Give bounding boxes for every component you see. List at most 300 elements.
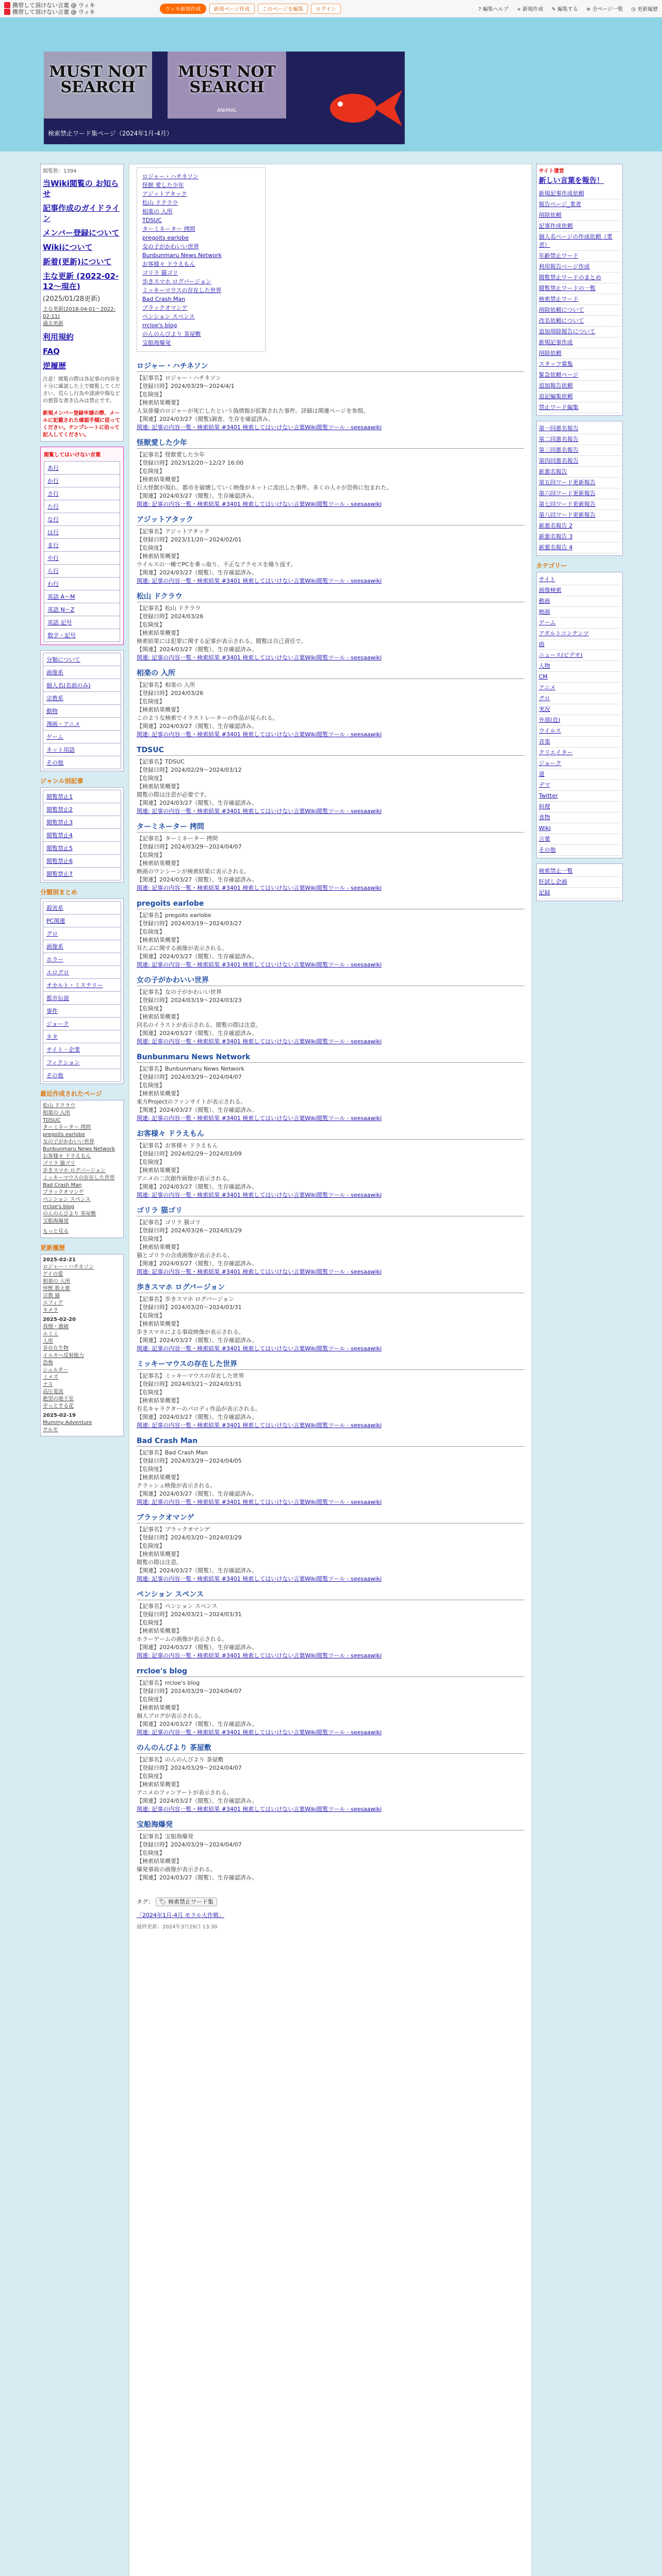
- history-item[interactable]: ナス: [43, 1382, 53, 1387]
- genre2-9[interactable]: ジョーク: [43, 1017, 121, 1030]
- toc-item[interactable]: TDSUC: [142, 217, 162, 224]
- right-category-item[interactable]: アダルトコンテンツ: [539, 629, 620, 639]
- entry-title[interactable]: ターミネーター 拷問: [137, 823, 524, 833]
- genre-4[interactable]: 閲覧禁止5: [43, 841, 121, 855]
- right-category-item[interactable]: 画像検索: [539, 585, 620, 596]
- entry-line: 【関連】2024/03/27（閲覧）、生存確認済み。: [137, 953, 258, 960]
- entry-line: 【記事名】怪獣愛した少年: [137, 451, 205, 458]
- entry-title[interactable]: ペンション スペンス: [137, 1590, 524, 1600]
- right-category-item[interactable]: アニメ: [539, 683, 620, 693]
- genre2-13[interactable]: その他: [43, 1069, 121, 1082]
- entry-line: 【検索結果概要】: [137, 1858, 182, 1865]
- toc-item[interactable]: rrcloe's blog: [142, 322, 177, 329]
- entry-reference-link[interactable]: 関連: 記事の内容一覧・検索結果 #3401 検索してはいけない言葉Wiki閲覧ツール - seesaawiki: [137, 1806, 382, 1812]
- right-category-item[interactable]: Twitter: [539, 791, 620, 802]
- entry-reference-link[interactable]: 関連: 記事の内容一覧・検索結果 #3401 検索してはいけない言葉Wiki閲覧ツール - seesaawiki: [137, 808, 382, 815]
- right-recent-item[interactable]: 第七回ワード更新報告: [539, 499, 620, 510]
- syllable-ta[interactable]: た行: [44, 500, 120, 513]
- right-category-item[interactable]: ジョーク: [539, 758, 620, 769]
- right-category-item[interactable]: 道: [539, 769, 620, 780]
- login-button[interactable]: ログイン: [311, 4, 341, 14]
- entry-line: 耳たぶに関する画像が表示される。: [137, 945, 227, 952]
- genre2-11[interactable]: サイト・企業: [43, 1043, 121, 1056]
- entry-line: 【登録日時】2024/03/20〜2024/03/29: [137, 1534, 242, 1541]
- right-category-item[interactable]: グロ: [539, 693, 620, 704]
- entry-line: 【記事名】歩きスマホ ログバージョン: [137, 1296, 235, 1302]
- recent-13[interactable]: ペンション スペンス: [43, 1197, 91, 1202]
- recent-11[interactable]: Bad Crash Man: [43, 1182, 82, 1188]
- entry-line: 【記事名】rrcloe's blog: [137, 1680, 200, 1686]
- recent-2[interactable]: TDSUC: [43, 1117, 61, 1123]
- series-link[interactable]: 「2024年1月-4月 モラル大作戦」: [137, 1912, 225, 1919]
- entry-reference-link[interactable]: 関連: 記事の内容一覧・検索結果 #3401 検索してはいけない言葉Wiki閲覧ツール - seesaawiki: [137, 1422, 382, 1429]
- right-link-item[interactable]: 年齢禁止ワード: [539, 251, 620, 262]
- left-menu-box: [40, 164, 124, 442]
- recent-1[interactable]: 相楽の 入所: [43, 1110, 71, 1116]
- genre-2[interactable]: 閲覧禁止3: [43, 816, 121, 829]
- link-about-wiki[interactable]: Wikiについて: [43, 243, 93, 252]
- history-item[interactable]: キメラ: [43, 1308, 58, 1313]
- toc-item[interactable]: お客様々 ドラえもん: [142, 261, 195, 267]
- entry-line: 【登録日時】2024/03/19〜2024/03/23: [137, 997, 242, 1004]
- history-item[interactable]: 人形: [43, 1338, 53, 1344]
- list-icon: ≡: [586, 7, 591, 12]
- right-category-item[interactable]: Wiki: [539, 823, 620, 834]
- right-link-item[interactable]: 追加削除報告について: [539, 327, 620, 337]
- syllable-en-sym[interactable]: 英語 記号: [44, 616, 120, 629]
- entry-title[interactable]: 怪獣愛した少年: [137, 439, 524, 449]
- cat-link-6[interactable]: ゲーム: [43, 730, 121, 743]
- syllable-ha[interactable]: は行: [44, 526, 120, 539]
- entry-reference-link[interactable]: 関連: 記事の内容一覧・検索結果 #3401 検索してはいけない言葉Wiki閲覧ツール - seesaawiki: [137, 1575, 382, 1582]
- site-header-banner[interactable]: [44, 52, 405, 144]
- entry-title[interactable]: のんのんびより 茶屋敷: [137, 1744, 524, 1754]
- atwiki-logo-icon: [4, 2, 10, 8]
- entry-reference-link[interactable]: 関連: 記事の内容一覧・検索結果 #3401 検索してはいけない言葉Wiki閲覧ツール - seesaawiki: [137, 1652, 382, 1659]
- toc-item[interactable]: ターミネーター 拷問: [142, 226, 195, 232]
- genre2-6[interactable]: オカルト・ミステリー: [43, 978, 121, 992]
- recent-5[interactable]: 女の子がかわいい世界: [43, 1139, 94, 1145]
- entry-reference-link[interactable]: 関連: 記事の内容一覧・検索結果 #3401 検索してはいけない言葉Wiki閲覧ツール - seesaawiki: [137, 731, 382, 738]
- entry-reference-link[interactable]: 関連: 記事の内容一覧・検索結果 #3401 検索してはいけない言葉Wiki閲覧ツール - seesaawiki: [137, 1115, 382, 1122]
- recent-6[interactable]: Bunbunmaru News Network: [43, 1146, 115, 1152]
- syllable-a[interactable]: あ行: [44, 461, 120, 474]
- genre2-8[interactable]: 事件: [43, 1004, 121, 1018]
- new-page-button[interactable]: 新規ページ作成: [209, 4, 255, 14]
- entry-reference-link[interactable]: 関連: 記事の内容一覧・検索結果 #3401 検索してはいけない言葉Wiki閲覧ツール - seesaawiki: [137, 885, 382, 891]
- recent-more-link[interactable]: もっと見る: [43, 1229, 69, 1234]
- syllable-na[interactable]: な行: [44, 513, 120, 526]
- right-category-item[interactable]: CM: [539, 672, 620, 683]
- toc-item[interactable]: ゴリラ 猫ゴリ: [142, 269, 178, 276]
- entry-line: 【関連】2024/03/27（閲覧）、生存確認済み。: [137, 1183, 258, 1190]
- entry-line: 【記事名】のんのんびより 茶屋敷: [137, 1756, 224, 1763]
- entry-title[interactable]: 宝船海爆発: [137, 1821, 524, 1831]
- history-item[interactable]: 怪獣 数え歌: [43, 1286, 71, 1292]
- recent-4[interactable]: pregoits earlobe: [43, 1132, 85, 1138]
- genre2-2[interactable]: グロ: [43, 927, 121, 940]
- entry-title[interactable]: 相楽の 入所: [137, 669, 524, 679]
- entry-title[interactable]: pregoits earlobe: [137, 900, 524, 909]
- right-link-item[interactable]: 改名依頼について: [539, 316, 620, 327]
- hero-image-left: MUST NOT SEARCH: [44, 52, 152, 118]
- nav-help[interactable]: ? 編集ヘルプ: [478, 7, 509, 12]
- entry-section: [137, 1437, 524, 1506]
- right-link-item[interactable]: 緊急依頼ページ: [539, 370, 620, 381]
- right-link-item[interactable]: 新規記事作成: [539, 337, 620, 348]
- right-site-label: サイト運営: [539, 168, 565, 174]
- entry-title[interactable]: ゴリラ 猫ゴリ: [137, 1207, 524, 1216]
- entry-reference-link[interactable]: 関連: 記事の内容一覧・検索結果 #3401 検索してはいけない言葉Wiki閲覧ツール - seesaawiki: [137, 1729, 382, 1736]
- right-category-item[interactable]: その他: [539, 845, 620, 856]
- history-item[interactable]: Mummy Adventure: [43, 1420, 92, 1426]
- right-category-item[interactable]: 曲: [539, 639, 620, 650]
- entry-title[interactable]: Bad Crash Man: [137, 1437, 524, 1447]
- view-count: 閲覧数：1394: [43, 168, 77, 174]
- right-misc-item[interactable]: 記録: [539, 888, 620, 899]
- genre2-12[interactable]: フィクション: [43, 1056, 121, 1069]
- right-category-item[interactable]: クリエイター: [539, 748, 620, 758]
- entry-line: 【危険度】: [137, 391, 165, 398]
- link-new-update[interactable]: 新着(更新)について: [43, 257, 112, 266]
- genre2-0[interactable]: 殺害系: [43, 901, 121, 914]
- entry-line: 【危険度】: [137, 928, 165, 935]
- cat-link-7[interactable]: ネット用語: [43, 743, 121, 756]
- entry-reference-link[interactable]: 関連: 記事の内容一覧・検索結果 #3401 検索してはいけない言葉Wiki閲覧ツール - seesaawiki: [137, 1268, 382, 1275]
- right-recent-item[interactable]: 第二回悪名報告: [539, 434, 620, 445]
- recent-9[interactable]: 歩きスマホ ログバージョン: [43, 1168, 106, 1174]
- entry-line: 【危険度】: [137, 1389, 165, 1396]
- right-category-item[interactable]: 人物: [539, 661, 620, 672]
- cat-link-2[interactable]: 個人名(名前のみ): [43, 679, 121, 692]
- cat-link-5[interactable]: 漫画・アニメ: [43, 717, 121, 731]
- entry-title[interactable]: ブラックオマンゲ: [137, 1514, 524, 1523]
- link-update-main[interactable]: 主な更新 (2022-02-12〜現在): [43, 272, 119, 291]
- entry-line: 【登録日時】2024/03/21〜2024/03/31: [137, 1381, 242, 1387]
- entry-reference-link[interactable]: 関連: 記事の内容一覧・検索結果 #3401 検索してはいけない言葉Wiki閲覧ツール - seesaawiki: [137, 424, 382, 431]
- category-title: カテゴリー: [536, 562, 567, 569]
- edit-page-button[interactable]: このページを編集: [258, 4, 308, 14]
- entry-title[interactable]: ミッキーマウスの存在した世界: [137, 1360, 524, 1370]
- toc-item[interactable]: Bunbunmaru News Network: [142, 252, 222, 259]
- entry-line: 【記事名】松山 ドクラウ: [137, 605, 201, 612]
- entry-title[interactable]: お客様々 ドラえもん: [137, 1130, 524, 1140]
- right-category-item[interactable]: ニュース(ビデオ): [539, 650, 620, 661]
- entry-line: 【登録日時】2024/03/29〜2024/04/07: [137, 1688, 242, 1694]
- notice-text-2: 新規メンバー登録申請の際、メールに記載された確認手順に従ってください。テンプレートに沿って記入してください。: [43, 411, 120, 438]
- toc-item[interactable]: 歩きスマホ ログバージョン: [142, 278, 212, 285]
- genre2-3[interactable]: 画像系: [43, 940, 121, 953]
- entry-line: 【検索結果概要】: [137, 1167, 182, 1174]
- syllable-ma[interactable]: ま行: [44, 538, 120, 552]
- entry-line: 【記事名】ロジャー・ハチネソン: [137, 375, 222, 381]
- link-rules[interactable]: 利用規約: [43, 332, 74, 342]
- entry-line: ウイルスの一種でPCを乗っ取り、不正なアクセスを繰り返す。: [137, 561, 296, 568]
- history-item[interactable]: スフィア: [43, 1300, 63, 1306]
- link-reverse-history[interactable]: 逆履歴: [43, 361, 67, 370]
- entry-line: 【検索結果概要】: [137, 1320, 182, 1327]
- right-link-item[interactable]: 記事作成依頼: [539, 221, 620, 232]
- right-category-item[interactable]: 食物: [539, 812, 620, 823]
- right-category-item[interactable]: 言葉: [539, 834, 620, 845]
- recent-15[interactable]: のんのんびより 茶屋敷: [43, 1211, 96, 1217]
- site-title-link-2[interactable]: 携帯して頂けない言葉 @ ウィキ: [4, 9, 95, 15]
- history-item[interactable]: 絶望の地下室: [43, 1396, 74, 1402]
- entry-line: 【登録日時】2024/03/26: [137, 613, 204, 620]
- toc-item[interactable]: 松山 ドクラウ: [142, 199, 178, 206]
- entry-title[interactable]: 歩きスマホ ログバージョン: [137, 1283, 524, 1293]
- right-recent-item[interactable]: 新悪名報告 3: [539, 532, 620, 543]
- right-link-item[interactable]: スタッフ募集: [539, 359, 620, 370]
- right-category-item[interactable]: デマ: [539, 780, 620, 791]
- genre-5[interactable]: 閲覧禁止6: [43, 854, 121, 868]
- entry-reference-link[interactable]: 関連: 記事の内容一覧・検索結果 #3401 検索してはいけない言葉Wiki閲覧ツール - seesaawiki: [137, 654, 382, 661]
- right-misc-item[interactable]: 肝試し企画: [539, 877, 620, 888]
- entry-line: 【検索結果概要】: [137, 860, 182, 867]
- entry-line: 【記事名】女の子がかわいい世界: [137, 989, 222, 995]
- entry-line: 【関連】2024/03/27（閲覧)調査、生存を確認済み。: [137, 416, 274, 422]
- right-link-item[interactable]: 追加報告依頼: [539, 381, 620, 392]
- genre-1[interactable]: 閲覧禁止2: [43, 803, 121, 816]
- tag-icon: 🏷: [159, 1899, 167, 1905]
- entry-line: 【検索結果概要】: [137, 476, 182, 483]
- entry-line: 【記事名】Bunbunmaru News Network: [137, 1065, 245, 1072]
- entry-line: 【検索結果概要】: [137, 553, 182, 560]
- history-item[interactable]: ぞっとする花: [43, 1403, 74, 1409]
- entry-line: 閲覧の際は注意が必要です。: [137, 791, 210, 798]
- history-item[interactable]: 恐怖: [43, 1360, 53, 1366]
- history-item[interactable]: ルミミ: [43, 1331, 58, 1337]
- cat-link-1[interactable]: 画像系: [43, 666, 121, 679]
- history-item[interactable]: 非存在生物: [43, 1346, 69, 1351]
- history-item[interactable]: 我慢・激痛: [43, 1324, 69, 1330]
- link-update-past[interactable]: 過去更新: [43, 321, 63, 327]
- entry-reference-link[interactable]: 関連: 記事の内容一覧・検索結果 #3401 検索してはいけない言葉Wiki閲覧ツール - seesaawiki: [137, 501, 382, 507]
- history-item[interactable]: イルカへ反射能力: [43, 1353, 84, 1359]
- right-recent-item[interactable]: 第八回ワード更新報告: [539, 510, 620, 521]
- toc-item[interactable]: 怪獣 愛した少年: [142, 182, 184, 189]
- right-recent-item[interactable]: 第五回ワード更新報告: [539, 478, 620, 488]
- genre2-4[interactable]: ホラー: [43, 953, 121, 966]
- genre-box: [40, 787, 124, 883]
- cat-link-3[interactable]: 宗教系: [43, 691, 121, 705]
- right-recent-item[interactable]: 第一回悪名報告: [539, 423, 620, 434]
- right-link-item[interactable]: 禁止ワード編集: [539, 402, 620, 413]
- plus-icon: +: [517, 7, 521, 12]
- atwiki-topbar: [0, 0, 662, 18]
- syllable-en-nz[interactable]: 英語 N〜Z: [44, 603, 120, 616]
- history-item[interactable]: サルモ: [43, 1427, 58, 1433]
- genre2-1[interactable]: PC関連: [43, 914, 121, 927]
- syllable-num[interactable]: 数字・記号: [44, 629, 120, 642]
- entry-line: 【危険度】: [137, 468, 165, 474]
- right-category-item[interactable]: ウイルス: [539, 726, 620, 737]
- entry-line: 【検索結果概要】: [137, 1704, 182, 1711]
- cat-link-4[interactable]: 動物: [43, 704, 121, 718]
- link-faq[interactable]: FAQ: [43, 347, 60, 356]
- right-recent-item[interactable]: 新悪名報告 4: [539, 543, 620, 553]
- entry-line: 【記事名】Bad Crash Man: [137, 1449, 208, 1456]
- entry-title[interactable]: ロジャー・ハチネソン: [137, 362, 524, 372]
- nav-edit[interactable]: ✎ 編集する: [551, 7, 578, 12]
- entry-line: 【記事名】アジットアタック: [137, 528, 210, 535]
- entry-reference-link[interactable]: 関連: 記事の内容一覧・検索結果 #3401 検索してはいけない言葉Wiki閲覧ツール - seesaawiki: [137, 1345, 382, 1352]
- right-link-item[interactable]: 閲覧禁止ワードのまとめ: [539, 273, 620, 283]
- right-category-item[interactable]: サイト: [539, 574, 620, 585]
- entry-line: 【危険度】: [137, 621, 165, 628]
- history-item[interactable]: 相楽の 入所: [43, 1279, 71, 1284]
- toc-item[interactable]: ブラックオマンゲ: [142, 304, 188, 311]
- link-member[interactable]: メンバー登録について: [43, 228, 120, 238]
- entry-line: 【検索結果概要】: [137, 1397, 182, 1404]
- entry-title[interactable]: Bunbunmaru News Network: [137, 1053, 524, 1063]
- right-recent-item[interactable]: 新悪名報告 2: [539, 521, 620, 532]
- genre-0[interactable]: 閲覧禁止1: [43, 790, 121, 803]
- entry-line: 【登録日時】2024/03/29〜2024/04/07: [137, 1074, 242, 1080]
- right-category-item[interactable]: ゲーム: [539, 618, 620, 629]
- entry-reference-link[interactable]: 関連: 記事の内容一覧・検索結果 #3401 検索してはいけない言葉Wiki閲覧ツール - seesaawiki: [137, 578, 382, 584]
- syllable-ya[interactable]: や行: [44, 551, 120, 565]
- hero-image-right: MUST NOT SEARCH ANIMAL: [168, 52, 286, 118]
- create-wiki-button[interactable]: ウィキ新規作成: [160, 4, 206, 14]
- entry-reference-link[interactable]: 関連: 記事の内容一覧・検索結果 #3401 検索してはいけない言葉Wiki閲覧ツール - seesaawiki: [137, 1038, 382, 1045]
- toc-item[interactable]: 相楽の 入所: [142, 208, 173, 215]
- toc-item[interactable]: 女の子がかわいい世界: [142, 243, 199, 250]
- history-item[interactable]: ロジャー・ハチネソン: [43, 1264, 94, 1270]
- entry-section: [137, 823, 524, 892]
- entry-reference-link[interactable]: 関連: 記事の内容一覧・検索結果 #3401 検索してはいけない言葉Wiki閲覧ツール - seesaawiki: [137, 1499, 382, 1505]
- toc-item[interactable]: Bad Crash Man: [142, 296, 186, 302]
- right-link-item[interactable]: 報告ページ_業者: [539, 199, 620, 210]
- toc-item[interactable]: ロジャー・ハチネソン: [142, 173, 199, 180]
- link-guideline[interactable]: 記事作成のガイドライン: [43, 204, 120, 223]
- history-item[interactable]: ゲイの愛: [43, 1272, 63, 1277]
- entry-section: [137, 1590, 524, 1660]
- link-notice[interactable]: 当Wiki閲覧の お知らせ: [43, 179, 119, 198]
- genre2-7[interactable]: 都市伝説: [43, 991, 121, 1005]
- tag-badge[interactable]: 🏷 検索禁止ワード集: [156, 1897, 217, 1906]
- entry-section: [137, 362, 524, 432]
- genre-6[interactable]: 閲覧禁止7: [43, 867, 121, 880]
- genre-title: ジャンル別記事: [40, 777, 84, 785]
- entry-line: 【記事名】ブラックオマンゲ: [137, 1526, 210, 1533]
- right-link-item[interactable]: 利用報告ページ作成: [539, 262, 620, 273]
- history-item[interactable]: ミメズ: [43, 1375, 58, 1380]
- entry-title[interactable]: 松山 ドクラウ: [137, 592, 524, 602]
- entry-line: 【登録日時】2024/02/29〜2024/03/09: [137, 1150, 242, 1157]
- right-link-item[interactable]: 追記編集依頼: [539, 392, 620, 402]
- entry-section: [137, 1130, 524, 1199]
- right-recent-item[interactable]: 第三回悪名報告: [539, 445, 620, 456]
- right-link-item[interactable]: 個人名ページの作成依頼（業者）: [539, 232, 620, 251]
- recent-3[interactable]: ターミネーター 拷問: [43, 1125, 91, 1130]
- history-item[interactable]: シェルター: [43, 1367, 69, 1373]
- entry-line: 【記事名】相楽の 入所: [137, 682, 195, 688]
- entry-title[interactable]: TDSUC: [137, 746, 524, 756]
- syllable-ra[interactable]: ら行: [44, 564, 120, 578]
- genre2-10[interactable]: ネタ: [43, 1030, 121, 1043]
- recent-8[interactable]: ゴリラ 猫ゴリ: [43, 1161, 76, 1166]
- recent-16[interactable]: 宝船海爆発: [43, 1218, 69, 1224]
- toc-item[interactable]: のんのんびより 茶屋敷: [142, 331, 201, 337]
- right-category-item[interactable]: 動画: [539, 596, 620, 607]
- right-category-item[interactable]: 音楽: [539, 737, 620, 748]
- nav-all-pages[interactable]: ≡ 全ページ一覧: [586, 7, 623, 12]
- toc-item[interactable]: 宝船海爆発: [142, 340, 171, 346]
- report-new-word-link[interactable]: 新しい言葉を報告！: [539, 177, 604, 185]
- toc-item[interactable]: pregoits earlobe: [142, 234, 189, 241]
- pencil-icon: ✎: [551, 7, 556, 12]
- table-of-contents: [137, 167, 266, 352]
- right-link-list: [539, 189, 620, 413]
- nav-new[interactable]: + 新規作成: [517, 7, 543, 12]
- right-recent-item[interactable]: 第四回悪名報告: [539, 456, 620, 467]
- right-link-item[interactable]: 閲覧禁止ワードの一覧: [539, 283, 620, 294]
- recent-14[interactable]: rrcloe's blog: [43, 1204, 75, 1210]
- entry-section: [137, 516, 524, 585]
- right-link-item[interactable]: 削除依頼: [539, 348, 620, 359]
- entry-section: [137, 1667, 524, 1737]
- syllable-box: [40, 447, 124, 645]
- link-update-old[interactable]: 主な更新(2018-04-01〜2022-02-11): [43, 307, 116, 319]
- right-misc-item[interactable]: 検索禁止一覧: [539, 866, 620, 877]
- entry-line: 【記事名】ミッキーマウスの存在した世界: [137, 1372, 244, 1379]
- entry-line: 有名キャラクターのパロディ作品が表示される。: [137, 1405, 261, 1412]
- entry-section: [137, 669, 524, 739]
- right-link-item[interactable]: 新規記事作成依頼: [539, 189, 620, 199]
- entry-title[interactable]: 女の子がかわいい世界: [137, 976, 524, 986]
- recent-10[interactable]: ミッキーマウスの存在した世界: [43, 1175, 115, 1181]
- cat-link-8[interactable]: その他: [43, 756, 121, 769]
- entry-line: 【危険度】: [137, 1159, 165, 1165]
- cat-link-0[interactable]: 分類について: [43, 653, 121, 666]
- entry-title[interactable]: アジットアタック: [137, 516, 524, 526]
- history-item[interactable]: 宗教 猫: [43, 1293, 60, 1299]
- entry-line: 【登録日時】2024/03/29〜2024/04/07: [137, 843, 242, 850]
- toc-item[interactable]: アジットアタック: [142, 191, 187, 197]
- entry-reference-link[interactable]: 関連: 記事の内容一覧・検索結果 #3401 検索してはいけない言葉Wiki閲覧ツール - seesaawiki: [137, 1192, 382, 1198]
- right-link-item[interactable]: 削除依頼について: [539, 305, 620, 316]
- syllable-ka[interactable]: か行: [44, 474, 120, 487]
- right-category-item[interactable]: 外部(直): [539, 715, 620, 726]
- right-category-item[interactable]: 映画: [539, 607, 620, 618]
- genre2-5[interactable]: エログロ: [43, 965, 121, 979]
- entry-line: 映画のワンシーンが検索結果に表示される。: [137, 868, 250, 875]
- toc-item[interactable]: ペンション スペンス: [142, 313, 195, 320]
- site-title-link[interactable]: 携帯して頂けない言葉 @ ウィキ: [4, 2, 95, 9]
- entry-line: 猫とゴリラの合成画像が表示される。: [137, 1252, 233, 1259]
- recent-12[interactable]: ブラックオマンゲ: [43, 1190, 84, 1195]
- entry-title[interactable]: rrcloe's blog: [137, 1667, 524, 1677]
- syllable-list: [44, 461, 120, 641]
- right-recent-item[interactable]: 第六回ワード更新報告: [539, 488, 620, 499]
- nav-history[interactable]: ◷ 更新履歴: [631, 7, 658, 12]
- right-category-item[interactable]: 実況: [539, 704, 620, 715]
- recent-0[interactable]: 松山 ドクラウ: [43, 1103, 75, 1109]
- right-category-item[interactable]: 料理: [539, 802, 620, 812]
- syllable-sa[interactable]: さ行: [44, 487, 120, 500]
- right-link-item[interactable]: 削除依頼: [539, 210, 620, 221]
- history-item[interactable]: 高圧電流: [43, 1389, 63, 1395]
- right-recent-item[interactable]: 新悪名報告: [539, 467, 620, 478]
- syllable-wa[interactable]: わ行: [44, 577, 120, 590]
- recent-7[interactable]: お客様々 ドラえもん: [43, 1154, 91, 1159]
- entry-reference-link[interactable]: 関連: 記事の内容一覧・検索結果 #3401 検索してはいけない言葉Wiki閲覧ツール - seesaawiki: [137, 961, 382, 968]
- right-link-item[interactable]: 検索禁止ワード: [539, 294, 620, 305]
- genre-3[interactable]: 閲覧禁止4: [43, 828, 121, 842]
- toc-item[interactable]: ミッキーマウスの存在した世界: [142, 287, 222, 294]
- syllable-en-am[interactable]: 英語 A〜M: [44, 590, 120, 603]
